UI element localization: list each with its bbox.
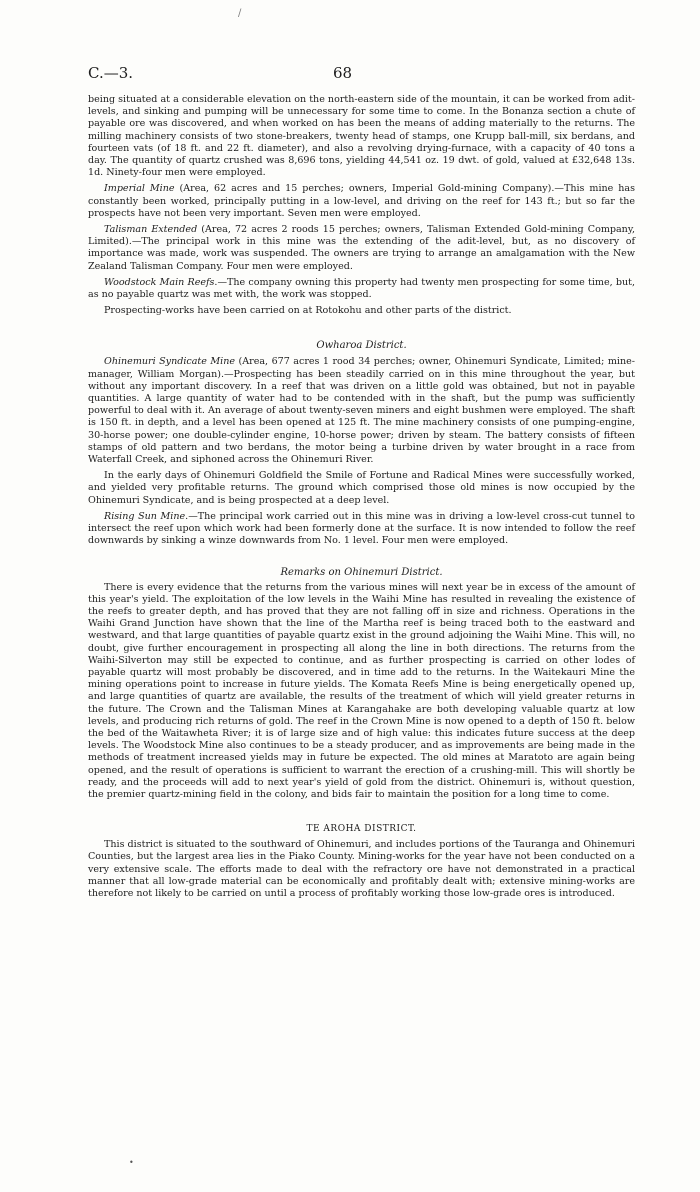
paragraph-rising-sun [88, 511, 635, 548]
talisman-extended-text: (Area, 72 acres 2 roods 15 perches; owners, Talisman Extended Gold-mining Company, Limited).—The principal work in this mine was the extending of the adit-level, but, as no discovery of importance was made, work was suspended. The owners are trying to arrange an amalgamation with the New Zealand Talisman Company. Four men were employed. [88, 224, 635, 272]
report-code: C.—3. [88, 64, 134, 82]
paragraph-remarks: There is every evidence that the returns from the various mines will next year be in excess of the amount of this year's yield. The exploitation of the low levels in the Waihi Mine has resulted in revealing the existence of the reefs to greater depth, and has proved that they are not falling off in size and richness. Operations in the Waihi Grand Junction have shown that the line of the Martha reef is being traced both to the eastward and westward, and that large quantities of payable quartz exist in the ground adjoining the Waihi Mine. This will, no doubt, give further encouragement in prospecting all along the line in both directions. The returns from the Waihi-Silverton may still be expected to continue, and as further prospecting is carried on other lodes of payable quartz will most probably be discovered, and in time add to the returns. In the Waitekauri Mine the mining operations point to increase in future yields. The Komata Reefs Mine is being energetically opened up, and large quantities of quartz are available, the results of the treatment of which will yield greater returns in the future. The Crown and the Talisman Mines at Karangahake are both developing valuable quartz at low levels, and producing rich returns of gold. The reef in the Crown Mine is now opened to a depth of 150 ft. below the bed of the Waitawheta River; it is of large size and of high value: this indicates future success at the deep levels. The Woodstock Mine also continues to be a steady producer, and as improvements are being made in the methods of treatment increased yields may in future be expected. The old mines at Maratoto are again being opened, and the result of operations is sufficient to warrant the erection of a crushing-mill. This will shortly be ready, and the proceeds will add to next year's yield of gold from the district. Ohinemuri is, without question, the premier quartz-mining field in the colony, and bids fair to maintain the position for a long time to come. [88, 581, 635, 800]
page-number: 68 [333, 64, 353, 82]
paragraph-waihi-continued: being situated at a considerable elevation on the north-eastern side of the mountain, it can be worked from adit-levels, and sinking and pumping will be unnecessary for some time to come. In the Bonanza section a chute of payable ore was discovered, and when worked on has been the means of adding materially to the returns. The milling machinery consists of two stone-breakers, twenty head of stamps, one Krupp ball-mill, six berdans, and fourteen vats (of 18 ft. and 22 ft. diameter), and also a revolving drying-furnace, with a capacity of 40 tons a day. The quantity of quartz crushed was 8,696 tons, yielding 44,541 oz. 19 dwt. of gold, valued at £32,648 13s. 1d. Ninety-four men were employed. [88, 94, 635, 179]
document-page [88, 60, 635, 900]
rising-sun-text: .—The principal work carried out in this mine was in driving a low-level cross-cut tunnel to intersect the reef upon which work had been formerly done at the surface. It is now intended to follow the reef downwards by sinking a winze downwards from No. 1 level. Four men were employed. [88, 510, 635, 547]
imperial-mine-title: Imperial Mine [104, 183, 175, 195]
page-speck: • [129, 1158, 134, 1167]
imperial-mine-text: (Area, 62 acres and 15 perches; owners, Imperial Gold-mining Company).—This mine has constantly been worked, principally putting in a low-level, and driving on the reef for 143 ft.; but so far the prospects have not been very important. Seven men were employed. [88, 183, 636, 219]
woodstock-text: .—The company owning this property had twenty men prospecting for some time, but, as no payable quartz was met with, the work was stopped. [88, 276, 635, 301]
paragraph-woodstock [88, 277, 635, 301]
paragraph-talisman-extended [88, 224, 635, 273]
woodstock-title: Woodstock Main Reefs [104, 276, 215, 288]
te-aroha-district-heading: TE AROHA DISTRICT. [306, 824, 417, 835]
ohinemuri-syndicate-title: Ohinemuri Syndicate Mine [104, 356, 236, 368]
ohinemuri-syndicate-text: (Area, 677 acres 1 rood 34 perches; owner, Ohinemuri Syndicate, Limited; mine-manager, William Morgan).—Prospecting has been steadily carried on in this mine throughout the year, but without any important discovery. In a reef that was driven on a little gold was obtained, but not in payable quantities. A large quantity of water had to be contended with in the shaft, but the pump was sufficiently powerful to deal with it. An average of about twenty-seven miners and eight bushmen were employed. The shaft is 150 ft. in depth, and a level has been opened at 125 ft. The mine machinery consists of one pumping-engine, 30-horse power; one double-cylinder engine, 10-horse power; driven by steam. The battery consists of fifteen stamps of old pattern and two berdans, the motor being a turbine driven by water brought in a race from Waterfall Creek, and siphoned across the Ohinemuri River. [88, 356, 635, 466]
paragraph-prospecting: Prospecting-works have been carried on at Rotokohu and other parts of the district. [104, 305, 512, 317]
page-header [88, 60, 635, 94]
paragraph-imperial-mine [88, 183, 635, 220]
paragraph-ohinemuri-syndicate [88, 356, 635, 466]
paragraph-early-days: In the early days of Ohinemuri Goldfield the Smile of Fortune and Radical Mines were successfully worked, and yielded very profitable returns. The ground which comprised those old mines is now occupied by the Ohinemuri Syndicate, and is being prospected at a deep level. [88, 470, 635, 506]
rising-sun-title: Rising Sun Mine [104, 510, 186, 522]
talisman-extended-title: Talisman Extended [104, 224, 198, 236]
paragraph-te-aroha: This district is situated to the southward of Ohinemuri, and includes portions of the Tauranga and Ohinemuri Counties, but the largest area lies in the Piako County. Mining-works for the year have not been conducted on a very extensive scale. The efforts made to deal with the refractory ore have not demonstrated in a practical manner that all low-grade material can be economically and profitably dealt with; extensive mining-works are therefore not likely to be carried on until a process of profitably working those low-grade ores is introduced. [88, 839, 635, 899]
owharoa-district-heading: Owharoa District. [316, 340, 407, 352]
page-mark: / [238, 8, 242, 19]
remarks-heading: Remarks on Ohinemuri District. [280, 566, 443, 578]
